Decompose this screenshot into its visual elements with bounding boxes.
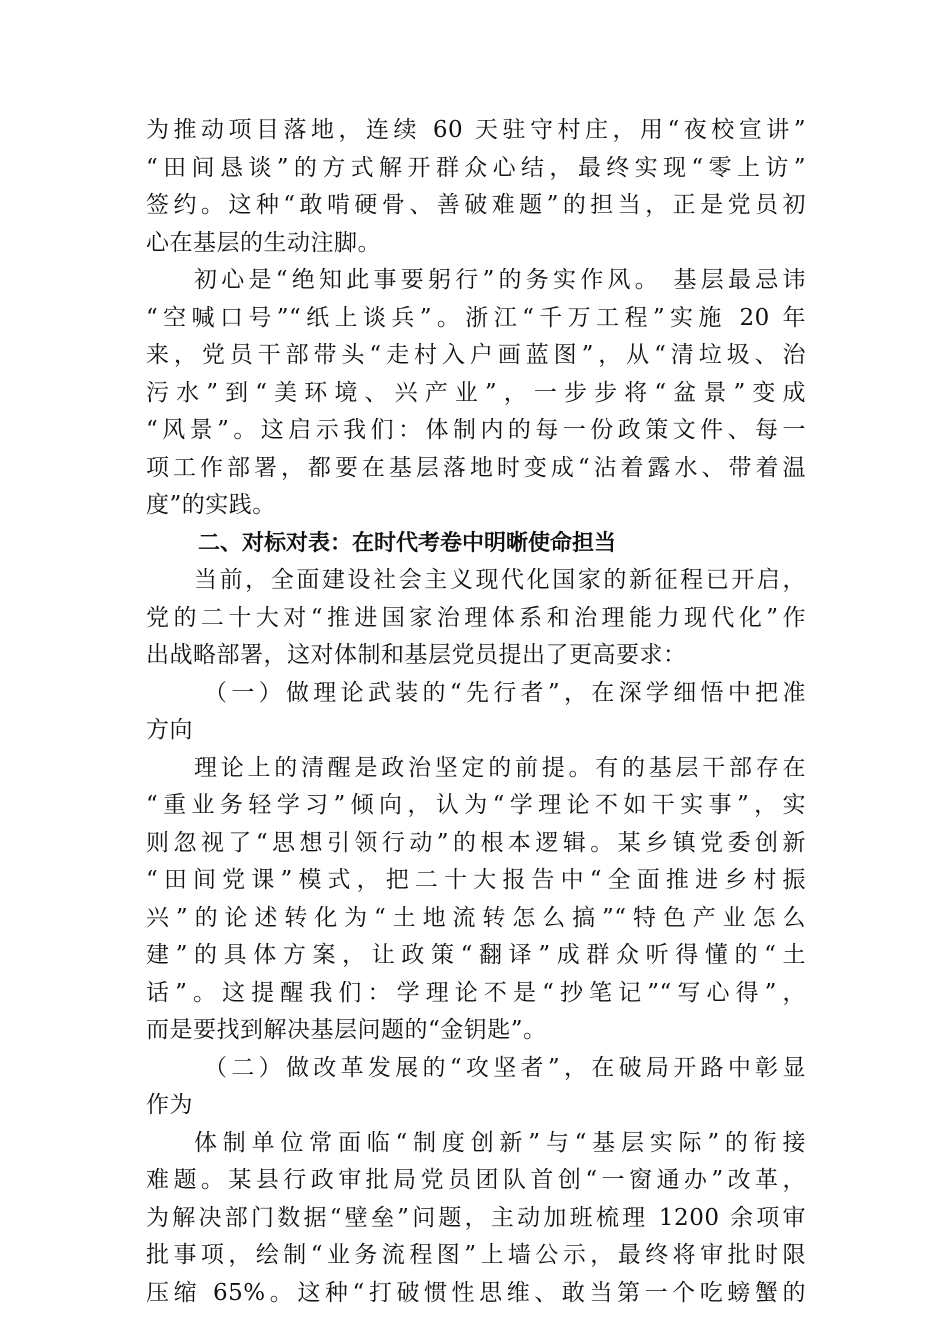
text-line: 项工作部署，都要在基层落地时变成“沾着露水、带着温 xyxy=(146,454,806,481)
text-line: 压缩 65%。这种“打破惯性思维、敢当第一个吃螃蟹的 xyxy=(146,1279,806,1306)
text-line: “风景”。这启示我们：体制内的每一份政策文件、每一 xyxy=(146,417,806,443)
text-line: 心在基层的生动注脚。 xyxy=(146,229,381,256)
subsection-heading: 方向 xyxy=(146,717,193,743)
text-line: 当前，全面建设社会主义现代化国家的新征程已开启， xyxy=(194,567,806,593)
text-line: 建”的具体方案，让政策“翻译”成群众听得懂的“土 xyxy=(146,942,806,968)
text-line: “空喊口号”“纸上谈兵”。浙江“千万工程”实施 20 年 xyxy=(146,304,806,331)
text-line: 污水”到“美环境、兴产业”，一步步将“盆景”变成 xyxy=(146,379,806,406)
text-line: 党的二十大对“推进国家治理体系和治理能力现代化”作 xyxy=(146,604,806,631)
text-line: 难题。某县行政审批局党员团队首创“一窗通办”改革， xyxy=(146,1167,806,1193)
text-line: 兴”的论述转化为“土地流转怎么搞”“特色产业怎么 xyxy=(146,904,806,931)
body-text xyxy=(146,112,806,1312)
subsection-heading: （一）做理论武装的“先行者”，在深学细悟中把准 xyxy=(204,679,806,706)
text-line: “田间党课”模式，把二十大报告中“全面推进乡村振 xyxy=(146,867,806,893)
text-line: 理论上的清醒是政治坚定的前提。有的基层干部存在 xyxy=(194,754,806,781)
text-line: 批事项，绘制“业务流程图”上墙公示，最终将审批时限 xyxy=(146,1242,806,1268)
text-line: “田间恳谈”的方式解开群众心结，最终实现“零上访” xyxy=(146,154,806,181)
text-line: 签约。这种“敢啃硬骨、善破难题”的担当，正是党员初 xyxy=(146,192,806,218)
text-line: 而是要找到解决基层问题的“金钥匙”。 xyxy=(146,1017,547,1043)
text-line: 体制单位常面临“制度创新”与“基层实际”的衔接 xyxy=(194,1129,806,1156)
text-line: 出战略部署，这对体制和基层党员提出了更高要求： xyxy=(146,642,687,668)
section-heading: 二、对标对表：在时代考卷中明晰使命担当 xyxy=(198,530,617,556)
subsection-heading: （二）做改革发展的“攻坚者”，在破局开路中彰显 xyxy=(204,1054,806,1081)
text-line: 话”。这提醒我们：学理论不是“抄笔记”“写心得”， xyxy=(146,979,806,1006)
text-line: “重业务轻学习”倾向，认为“学理论不如干实事”，实 xyxy=(146,792,806,818)
text-line: 初心是“绝知此事要躬行”的务实作风。 基层最忌讳 xyxy=(194,267,806,293)
text-line: 为解决部门数据“壁垒”问题，主动加班梳理 1200 余项审 xyxy=(146,1204,806,1231)
text-line: 为推动项目落地，连续 60 天驻守村庄，用“夜校宣讲” xyxy=(146,117,806,143)
subsection-heading: 作为 xyxy=(146,1092,193,1118)
text-line: 来，党员干部带头“走村入户画蓝图”，从“清垃圾、治 xyxy=(146,342,806,368)
text-line: 度”的实践。 xyxy=(146,492,276,518)
text-line: 则忽视了“思想引领行动”的根本逻辑。某乡镇党委创新 xyxy=(146,829,806,856)
